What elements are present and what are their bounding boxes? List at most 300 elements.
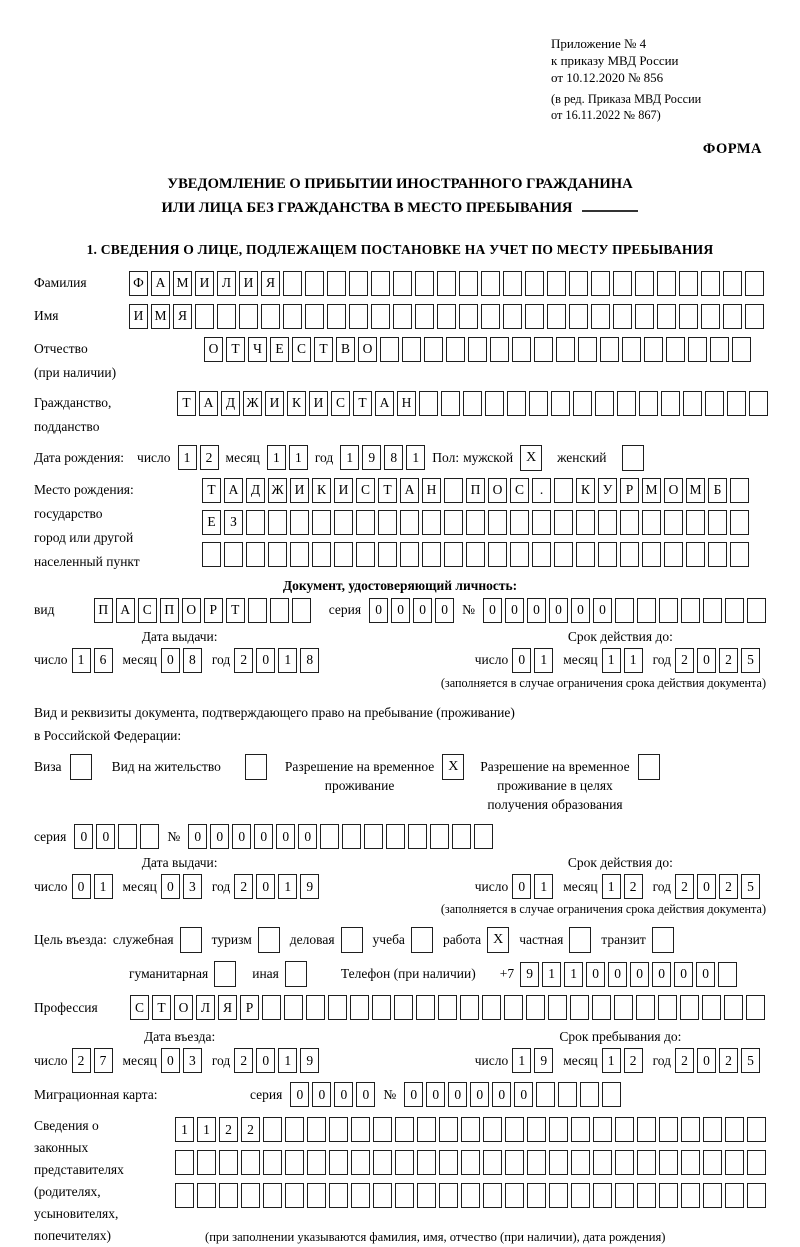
char-cell[interactable] xyxy=(263,1150,282,1175)
char-cell[interactable] xyxy=(749,391,768,416)
char-cell[interactable]: 3 xyxy=(183,1048,202,1073)
char-cell[interactable] xyxy=(437,304,456,329)
char-cell[interactable] xyxy=(703,1183,722,1208)
char-cell[interactable] xyxy=(483,1150,502,1175)
char-cell[interactable] xyxy=(723,271,742,296)
char-cell[interactable] xyxy=(373,1117,392,1142)
char-cell[interactable] xyxy=(708,510,727,535)
char-cell[interactable]: 1 xyxy=(406,445,425,470)
char-cell[interactable] xyxy=(593,1183,612,1208)
char-cell[interactable] xyxy=(446,337,465,362)
char-cell[interactable] xyxy=(307,1183,326,1208)
char-cell[interactable] xyxy=(351,1117,370,1142)
char-cell[interactable]: С xyxy=(292,337,311,362)
char-cell[interactable]: 0 xyxy=(290,1082,309,1107)
char-cell[interactable] xyxy=(285,1117,304,1142)
char-cell[interactable] xyxy=(679,271,698,296)
option-residence-permit-checkbox[interactable] xyxy=(245,754,267,780)
char-cell[interactable] xyxy=(474,824,493,849)
char-cell[interactable] xyxy=(305,304,324,329)
char-cell[interactable] xyxy=(224,542,243,567)
char-cell[interactable]: С xyxy=(130,995,149,1020)
char-cell[interactable]: 0 xyxy=(161,874,180,899)
char-cell[interactable]: 2 xyxy=(624,874,643,899)
char-cell[interactable]: 0 xyxy=(232,824,251,849)
char-cell[interactable] xyxy=(730,542,749,567)
char-cell[interactable] xyxy=(490,337,509,362)
char-cell[interactable] xyxy=(356,510,375,535)
char-cell[interactable]: Т xyxy=(177,391,196,416)
char-cell[interactable] xyxy=(525,271,544,296)
char-cell[interactable] xyxy=(307,1117,326,1142)
char-cell[interactable] xyxy=(591,271,610,296)
char-cell[interactable]: А xyxy=(375,391,394,416)
char-cell[interactable] xyxy=(248,598,267,623)
char-cell[interactable] xyxy=(241,1150,260,1175)
char-cell[interactable] xyxy=(393,271,412,296)
char-cell[interactable]: 0 xyxy=(276,824,295,849)
char-cell[interactable]: И xyxy=(239,271,258,296)
char-cell[interactable] xyxy=(622,337,641,362)
char-cell[interactable]: 0 xyxy=(697,874,716,899)
char-cell[interactable] xyxy=(270,598,289,623)
char-cell[interactable] xyxy=(444,510,463,535)
char-cell[interactable] xyxy=(642,510,661,535)
char-cell[interactable] xyxy=(197,1183,216,1208)
char-cell[interactable]: 1 xyxy=(340,445,359,470)
char-cell[interactable] xyxy=(510,542,529,567)
char-cell[interactable]: Т xyxy=(202,478,221,503)
char-cell[interactable]: 2 xyxy=(719,874,738,899)
char-cell[interactable]: Н xyxy=(422,478,441,503)
char-cell[interactable] xyxy=(571,1183,590,1208)
char-cell[interactable] xyxy=(262,995,281,1020)
char-cell[interactable] xyxy=(400,542,419,567)
char-cell[interactable] xyxy=(701,271,720,296)
char-cell[interactable] xyxy=(680,995,699,1020)
char-cell[interactable] xyxy=(481,271,500,296)
char-cell[interactable] xyxy=(305,271,324,296)
char-cell[interactable] xyxy=(637,1183,656,1208)
char-cell[interactable] xyxy=(571,1150,590,1175)
char-cell[interactable] xyxy=(688,337,707,362)
char-cell[interactable]: 1 xyxy=(602,874,621,899)
char-cell[interactable]: 0 xyxy=(630,962,649,987)
char-cell[interactable]: С xyxy=(331,391,350,416)
char-cell[interactable]: О xyxy=(488,478,507,503)
char-cell[interactable] xyxy=(637,1150,656,1175)
char-cell[interactable] xyxy=(718,962,737,987)
char-cell[interactable] xyxy=(327,271,346,296)
char-cell[interactable]: 0 xyxy=(256,1048,275,1073)
char-cell[interactable]: 1 xyxy=(197,1117,216,1142)
char-cell[interactable]: 3 xyxy=(183,874,202,899)
char-cell[interactable] xyxy=(444,542,463,567)
char-cell[interactable]: 2 xyxy=(72,1048,91,1073)
char-cell[interactable] xyxy=(202,542,221,567)
char-cell[interactable]: 2 xyxy=(719,648,738,673)
char-cell[interactable] xyxy=(482,995,501,1020)
char-cell[interactable] xyxy=(461,1183,480,1208)
char-cell[interactable] xyxy=(598,510,617,535)
char-cell[interactable] xyxy=(175,1150,194,1175)
char-cell[interactable]: 1 xyxy=(72,648,91,673)
char-cell[interactable]: И xyxy=(309,391,328,416)
char-cell[interactable]: 0 xyxy=(448,1082,467,1107)
char-cell[interactable]: 0 xyxy=(697,648,716,673)
char-cell[interactable] xyxy=(747,598,766,623)
char-cell[interactable] xyxy=(394,995,413,1020)
char-cell[interactable] xyxy=(246,542,265,567)
char-cell[interactable] xyxy=(219,1183,238,1208)
char-cell[interactable] xyxy=(620,510,639,535)
char-cell[interactable]: 8 xyxy=(300,648,319,673)
purpose-business-checkbox[interactable] xyxy=(341,927,363,953)
char-cell[interactable]: 0 xyxy=(608,962,627,987)
char-cell[interactable]: И xyxy=(334,478,353,503)
char-cell[interactable] xyxy=(439,1183,458,1208)
char-cell[interactable]: 1 xyxy=(564,962,583,987)
char-cell[interactable]: Л xyxy=(196,995,215,1020)
char-cell[interactable] xyxy=(659,598,678,623)
char-cell[interactable] xyxy=(219,1150,238,1175)
char-cell[interactable]: С xyxy=(356,478,375,503)
char-cell[interactable] xyxy=(485,391,504,416)
char-cell[interactable] xyxy=(681,1150,700,1175)
char-cell[interactable] xyxy=(551,391,570,416)
char-cell[interactable]: 0 xyxy=(549,598,568,623)
char-cell[interactable] xyxy=(615,1183,634,1208)
char-cell[interactable] xyxy=(329,1183,348,1208)
char-cell[interactable]: 0 xyxy=(256,648,275,673)
purpose-tourism-checkbox[interactable] xyxy=(258,927,280,953)
char-cell[interactable]: 0 xyxy=(527,598,546,623)
char-cell[interactable] xyxy=(724,995,743,1020)
char-cell[interactable] xyxy=(246,510,265,535)
char-cell[interactable]: 1 xyxy=(278,648,297,673)
char-cell[interactable]: Д xyxy=(221,391,240,416)
char-cell[interactable] xyxy=(554,510,573,535)
char-cell[interactable] xyxy=(395,1183,414,1208)
char-cell[interactable] xyxy=(529,391,548,416)
char-cell[interactable] xyxy=(424,337,443,362)
char-cell[interactable]: 2 xyxy=(234,874,253,899)
char-cell[interactable]: О xyxy=(182,598,201,623)
char-cell[interactable] xyxy=(292,598,311,623)
char-cell[interactable] xyxy=(312,510,331,535)
char-cell[interactable] xyxy=(334,542,353,567)
char-cell[interactable]: 0 xyxy=(571,598,590,623)
char-cell[interactable] xyxy=(686,542,705,567)
char-cell[interactable] xyxy=(532,542,551,567)
char-cell[interactable] xyxy=(263,1183,282,1208)
char-cell[interactable] xyxy=(747,1117,766,1142)
char-cell[interactable] xyxy=(615,1150,634,1175)
char-cell[interactable] xyxy=(393,304,412,329)
char-cell[interactable] xyxy=(261,304,280,329)
char-cell[interactable]: 2 xyxy=(675,1048,694,1073)
char-cell[interactable]: 1 xyxy=(267,445,286,470)
char-cell[interactable]: 0 xyxy=(426,1082,445,1107)
char-cell[interactable] xyxy=(461,1150,480,1175)
char-cell[interactable] xyxy=(593,1150,612,1175)
char-cell[interactable] xyxy=(701,304,720,329)
char-cell[interactable] xyxy=(730,510,749,535)
char-cell[interactable]: 1 xyxy=(534,874,553,899)
purpose-other-checkbox[interactable] xyxy=(285,961,307,987)
char-cell[interactable] xyxy=(657,271,676,296)
char-cell[interactable] xyxy=(661,391,680,416)
char-cell[interactable] xyxy=(217,304,236,329)
purpose-official-checkbox[interactable] xyxy=(180,927,202,953)
char-cell[interactable] xyxy=(268,542,287,567)
char-cell[interactable] xyxy=(290,542,309,567)
char-cell[interactable] xyxy=(415,271,434,296)
char-cell[interactable] xyxy=(635,304,654,329)
char-cell[interactable]: 0 xyxy=(188,824,207,849)
char-cell[interactable] xyxy=(510,510,529,535)
char-cell[interactable]: 0 xyxy=(492,1082,511,1107)
char-cell[interactable]: 0 xyxy=(696,962,715,987)
char-cell[interactable]: Р xyxy=(204,598,223,623)
char-cell[interactable] xyxy=(702,995,721,1020)
char-cell[interactable] xyxy=(505,1150,524,1175)
char-cell[interactable]: 1 xyxy=(278,874,297,899)
char-cell[interactable] xyxy=(283,304,302,329)
char-cell[interactable] xyxy=(356,542,375,567)
char-cell[interactable]: 1 xyxy=(175,1117,194,1142)
char-cell[interactable]: 5 xyxy=(741,1048,760,1073)
char-cell[interactable]: 1 xyxy=(542,962,561,987)
char-cell[interactable]: О xyxy=(664,478,683,503)
char-cell[interactable] xyxy=(747,1150,766,1175)
char-cell[interactable] xyxy=(512,337,531,362)
char-cell[interactable] xyxy=(569,271,588,296)
char-cell[interactable]: 0 xyxy=(391,598,410,623)
char-cell[interactable] xyxy=(350,995,369,1020)
char-cell[interactable]: О xyxy=(358,337,377,362)
char-cell[interactable] xyxy=(576,542,595,567)
char-cell[interactable]: 2 xyxy=(200,445,219,470)
char-cell[interactable] xyxy=(466,542,485,567)
char-cell[interactable]: И xyxy=(265,391,284,416)
char-cell[interactable]: С xyxy=(510,478,529,503)
char-cell[interactable]: 1 xyxy=(512,1048,531,1073)
char-cell[interactable] xyxy=(547,271,566,296)
char-cell[interactable] xyxy=(504,995,523,1020)
char-cell[interactable] xyxy=(548,995,567,1020)
char-cell[interactable] xyxy=(329,1117,348,1142)
char-cell[interactable] xyxy=(527,1150,546,1175)
char-cell[interactable]: 0 xyxy=(413,598,432,623)
char-cell[interactable] xyxy=(686,510,705,535)
char-cell[interactable] xyxy=(364,824,383,849)
char-cell[interactable] xyxy=(320,824,339,849)
char-cell[interactable]: Т xyxy=(314,337,333,362)
char-cell[interactable] xyxy=(373,1183,392,1208)
char-cell[interactable]: И xyxy=(129,304,148,329)
char-cell[interactable] xyxy=(481,304,500,329)
char-cell[interactable] xyxy=(725,1150,744,1175)
char-cell[interactable]: 0 xyxy=(161,1048,180,1073)
char-cell[interactable] xyxy=(591,304,610,329)
char-cell[interactable]: 0 xyxy=(470,1082,489,1107)
char-cell[interactable]: 0 xyxy=(586,962,605,987)
char-cell[interactable]: 0 xyxy=(369,598,388,623)
char-cell[interactable] xyxy=(505,1117,524,1142)
char-cell[interactable]: 2 xyxy=(719,1048,738,1073)
char-cell[interactable]: В xyxy=(336,337,355,362)
char-cell[interactable] xyxy=(400,510,419,535)
char-cell[interactable] xyxy=(532,510,551,535)
char-cell[interactable]: Ж xyxy=(243,391,262,416)
sex-male-checkbox[interactable]: X xyxy=(520,445,542,471)
char-cell[interactable] xyxy=(708,542,727,567)
char-cell[interactable] xyxy=(571,1117,590,1142)
char-cell[interactable]: К xyxy=(312,478,331,503)
char-cell[interactable]: 1 xyxy=(178,445,197,470)
char-cell[interactable]: 8 xyxy=(384,445,403,470)
char-cell[interactable] xyxy=(349,304,368,329)
char-cell[interactable] xyxy=(547,304,566,329)
char-cell[interactable] xyxy=(681,1117,700,1142)
char-cell[interactable] xyxy=(659,1183,678,1208)
char-cell[interactable]: С xyxy=(138,598,157,623)
char-cell[interactable]: 9 xyxy=(300,1048,319,1073)
char-cell[interactable]: Ч xyxy=(248,337,267,362)
char-cell[interactable]: 0 xyxy=(593,598,612,623)
char-cell[interactable] xyxy=(312,542,331,567)
char-cell[interactable] xyxy=(747,1183,766,1208)
char-cell[interactable] xyxy=(526,995,545,1020)
char-cell[interactable] xyxy=(438,995,457,1020)
char-cell[interactable] xyxy=(725,598,744,623)
char-cell[interactable] xyxy=(657,304,676,329)
char-cell[interactable] xyxy=(558,1082,577,1107)
char-cell[interactable] xyxy=(395,1117,414,1142)
char-cell[interactable] xyxy=(664,542,683,567)
char-cell[interactable]: П xyxy=(466,478,485,503)
char-cell[interactable] xyxy=(705,391,724,416)
char-cell[interactable]: Б xyxy=(708,478,727,503)
char-cell[interactable]: 0 xyxy=(254,824,273,849)
char-cell[interactable] xyxy=(554,542,573,567)
char-cell[interactable] xyxy=(417,1183,436,1208)
char-cell[interactable]: Т xyxy=(378,478,397,503)
purpose-work-checkbox[interactable]: X xyxy=(487,927,509,953)
char-cell[interactable]: 0 xyxy=(512,648,531,673)
char-cell[interactable] xyxy=(569,304,588,329)
char-cell[interactable] xyxy=(681,1183,700,1208)
char-cell[interactable] xyxy=(459,304,478,329)
char-cell[interactable]: 9 xyxy=(520,962,539,987)
char-cell[interactable]: Е xyxy=(270,337,289,362)
char-cell[interactable] xyxy=(681,598,700,623)
char-cell[interactable] xyxy=(437,271,456,296)
char-cell[interactable] xyxy=(554,478,573,503)
char-cell[interactable] xyxy=(351,1183,370,1208)
char-cell[interactable] xyxy=(593,1117,612,1142)
char-cell[interactable]: А xyxy=(224,478,243,503)
char-cell[interactable] xyxy=(408,824,427,849)
char-cell[interactable] xyxy=(703,1117,722,1142)
char-cell[interactable]: 0 xyxy=(72,874,91,899)
char-cell[interactable]: 2 xyxy=(675,874,694,899)
char-cell[interactable] xyxy=(592,995,611,1020)
char-cell[interactable] xyxy=(556,337,575,362)
char-cell[interactable]: 7 xyxy=(94,1048,113,1073)
char-cell[interactable]: 2 xyxy=(234,648,253,673)
char-cell[interactable] xyxy=(417,1117,436,1142)
char-cell[interactable] xyxy=(710,337,729,362)
char-cell[interactable]: 0 xyxy=(210,824,229,849)
char-cell[interactable] xyxy=(507,391,526,416)
char-cell[interactable] xyxy=(488,510,507,535)
char-cell[interactable]: 0 xyxy=(514,1082,533,1107)
char-cell[interactable] xyxy=(703,598,722,623)
char-cell[interactable] xyxy=(642,542,661,567)
char-cell[interactable] xyxy=(263,1117,282,1142)
char-cell[interactable] xyxy=(635,271,654,296)
char-cell[interactable] xyxy=(617,391,636,416)
char-cell[interactable] xyxy=(703,1150,722,1175)
char-cell[interactable]: 0 xyxy=(483,598,502,623)
char-cell[interactable] xyxy=(746,995,765,1020)
char-cell[interactable] xyxy=(402,337,421,362)
char-cell[interactable]: 0 xyxy=(96,824,115,849)
char-cell[interactable] xyxy=(666,337,685,362)
char-cell[interactable]: 6 xyxy=(94,648,113,673)
option-visa-checkbox[interactable] xyxy=(70,754,92,780)
char-cell[interactable] xyxy=(679,304,698,329)
purpose-private-checkbox[interactable] xyxy=(569,927,591,953)
option-temp-residence-checkbox[interactable]: X xyxy=(442,754,464,780)
char-cell[interactable]: А xyxy=(199,391,218,416)
char-cell[interactable]: 0 xyxy=(312,1082,331,1107)
char-cell[interactable] xyxy=(460,995,479,1020)
char-cell[interactable] xyxy=(268,510,287,535)
char-cell[interactable] xyxy=(466,510,485,535)
char-cell[interactable] xyxy=(463,391,482,416)
char-cell[interactable] xyxy=(342,824,361,849)
char-cell[interactable] xyxy=(439,1150,458,1175)
char-cell[interactable]: М xyxy=(642,478,661,503)
char-cell[interactable] xyxy=(416,995,435,1020)
char-cell[interactable]: А xyxy=(116,598,135,623)
char-cell[interactable]: 5 xyxy=(741,874,760,899)
char-cell[interactable] xyxy=(658,995,677,1020)
char-cell[interactable]: 0 xyxy=(334,1082,353,1107)
char-cell[interactable] xyxy=(595,391,614,416)
char-cell[interactable]: О xyxy=(204,337,223,362)
char-cell[interactable] xyxy=(306,995,325,1020)
char-cell[interactable] xyxy=(417,1150,436,1175)
char-cell[interactable] xyxy=(549,1183,568,1208)
char-cell[interactable]: 2 xyxy=(234,1048,253,1073)
char-cell[interactable]: 0 xyxy=(256,874,275,899)
char-cell[interactable] xyxy=(598,542,617,567)
char-cell[interactable]: И xyxy=(195,271,214,296)
char-cell[interactable] xyxy=(285,1150,304,1175)
char-cell[interactable]: Т xyxy=(226,598,245,623)
char-cell[interactable] xyxy=(505,1183,524,1208)
char-cell[interactable]: 1 xyxy=(278,1048,297,1073)
char-cell[interactable] xyxy=(307,1150,326,1175)
char-cell[interactable] xyxy=(723,304,742,329)
char-cell[interactable]: П xyxy=(94,598,113,623)
char-cell[interactable] xyxy=(284,995,303,1020)
char-cell[interactable] xyxy=(613,271,632,296)
